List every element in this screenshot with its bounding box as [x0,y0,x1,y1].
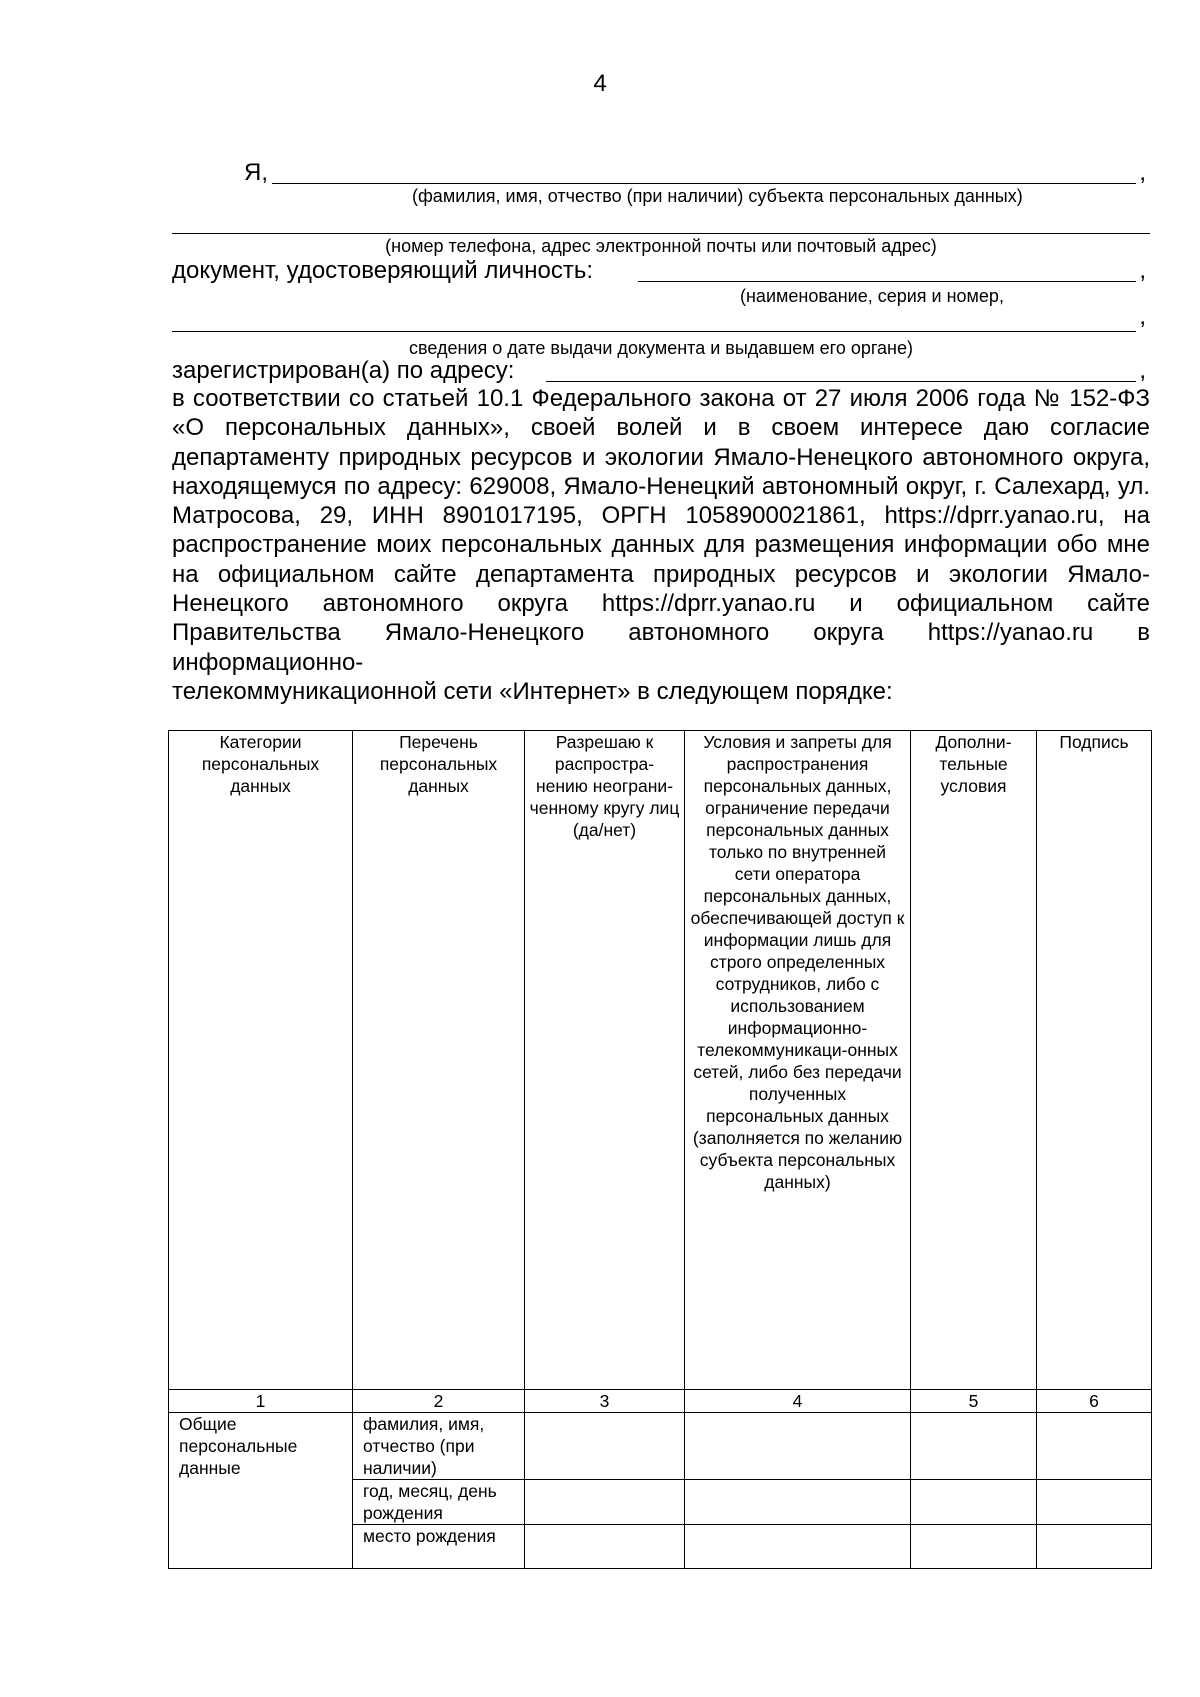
conditions-cell[interactable] [685,1413,911,1480]
allow-cell[interactable] [525,1525,685,1569]
contact-field[interactable] [172,233,1150,234]
signature-cell[interactable] [1037,1413,1152,1480]
table-row [169,1413,1152,1480]
document-hint: (наименование, серия и номер, [740,286,1004,306]
ya-label: Я, [244,159,268,186]
consent-paragraph [172,384,1150,706]
document-comma: , [1139,257,1146,284]
header-categories: Категории персональных данных [169,731,353,1390]
column-number: 4 [685,1390,911,1413]
issue-row [172,303,1150,336]
header-additional: Дополни-тельные условия [911,731,1037,1390]
header-conditions: Условия и запреты для распространения персональных данных, ограничение передачи персональных данных только по внутренней сети оператора персональных данных, обеспечивающей доступ к информации лишь для строго определенных сотрудников, либо с использованием информационно-телекоммуникаци-онных сетей, либо без передачи полученных персональных данных (заполняется по желанию субъекта персональных данных) [685,731,911,1390]
additional-cell[interactable] [911,1480,1037,1525]
fio-hint: (фамилия, имя, отчество (при наличии) субъекта персональных данных) [412,186,1023,206]
category-general: Общие персональные данные [169,1413,353,1569]
document-field[interactable] [638,281,1136,282]
column-number: 2 [353,1390,525,1413]
additional-cell[interactable] [911,1525,1037,1569]
issue-field[interactable] [172,331,1136,332]
registered-label: зарегистрирован(а) по адресу: [172,357,515,384]
consent-table [168,730,1152,1569]
data-item: фамилия, имя, отчество (при наличии) [353,1413,525,1480]
header-list: Перечень персональных данных [353,731,525,1390]
consent-paragraph-body: в соответствии со статьей 10.1 Федерального закона от 27 июля 2006 года № 152-ФЗ «О персональных данных», своей волей и в своем интересе даю согласие департаменту природных ресурсов и экологии Ямало-Ненецкого автономного округа, находящемуся по адресу: 629008, Ямало-Ненецкий автономный округ, г. Салехард, ул. Матросова, 29, ИНН 8901017195, ОРГН 1058900021861, https://dprr.yanao.ru, на распространение моих персональных данных для размещения информации обо мне на официальном сайте департамента природных ресурсов и экологии Ямало-Ненецкого автономного округа https://dprr.yanao.ru и официальном сайте Правительства Ямало-Ненецкого автономного округа https://yanao.ru в информационно- [172,385,1150,676]
conditions-cell[interactable] [685,1525,911,1569]
column-number: 3 [525,1390,685,1413]
signature-cell[interactable] [1037,1525,1152,1569]
column-number: 1 [169,1390,353,1413]
header-allow: Разрешаю к распростра-нению неограни-ченному кругу лиц (да/нет) [525,731,685,1390]
allow-cell[interactable] [525,1480,685,1525]
address-field[interactable] [546,381,1136,382]
data-item: год, месяц, день рождения [353,1480,525,1525]
column-number: 6 [1037,1390,1152,1413]
allow-cell[interactable] [525,1413,685,1480]
contact-hint: (номер телефона, адрес электронной почты или почтовый адрес) [385,236,937,256]
additional-cell[interactable] [911,1413,1037,1480]
signature-cell[interactable] [1037,1480,1152,1525]
fio-field[interactable] [272,183,1136,184]
fio-comma: , [1139,159,1146,186]
table-number-row [169,1390,1152,1413]
address-row [172,356,1150,386]
page-number: 4 [593,70,607,97]
data-item: место рождения [353,1525,525,1569]
consent-paragraph-last-line: телекоммуникационной сети «Интернет» в следующем порядке: [172,677,893,705]
issue-hint: сведения о дате выдачи документа и выдавшем его органе) [408,338,914,358]
address-comma: , [1139,357,1146,384]
document-row [172,256,1150,286]
contact-row [172,208,1150,238]
header-signature: Подпись [1037,731,1152,1390]
issue-comma: , [1139,303,1146,330]
column-number: 5 [911,1390,1037,1413]
conditions-cell[interactable] [685,1480,911,1525]
table-header-row [169,731,1152,1390]
document-label: документ, удостоверяющий личность: [172,257,594,284]
fio-row [172,158,1150,188]
